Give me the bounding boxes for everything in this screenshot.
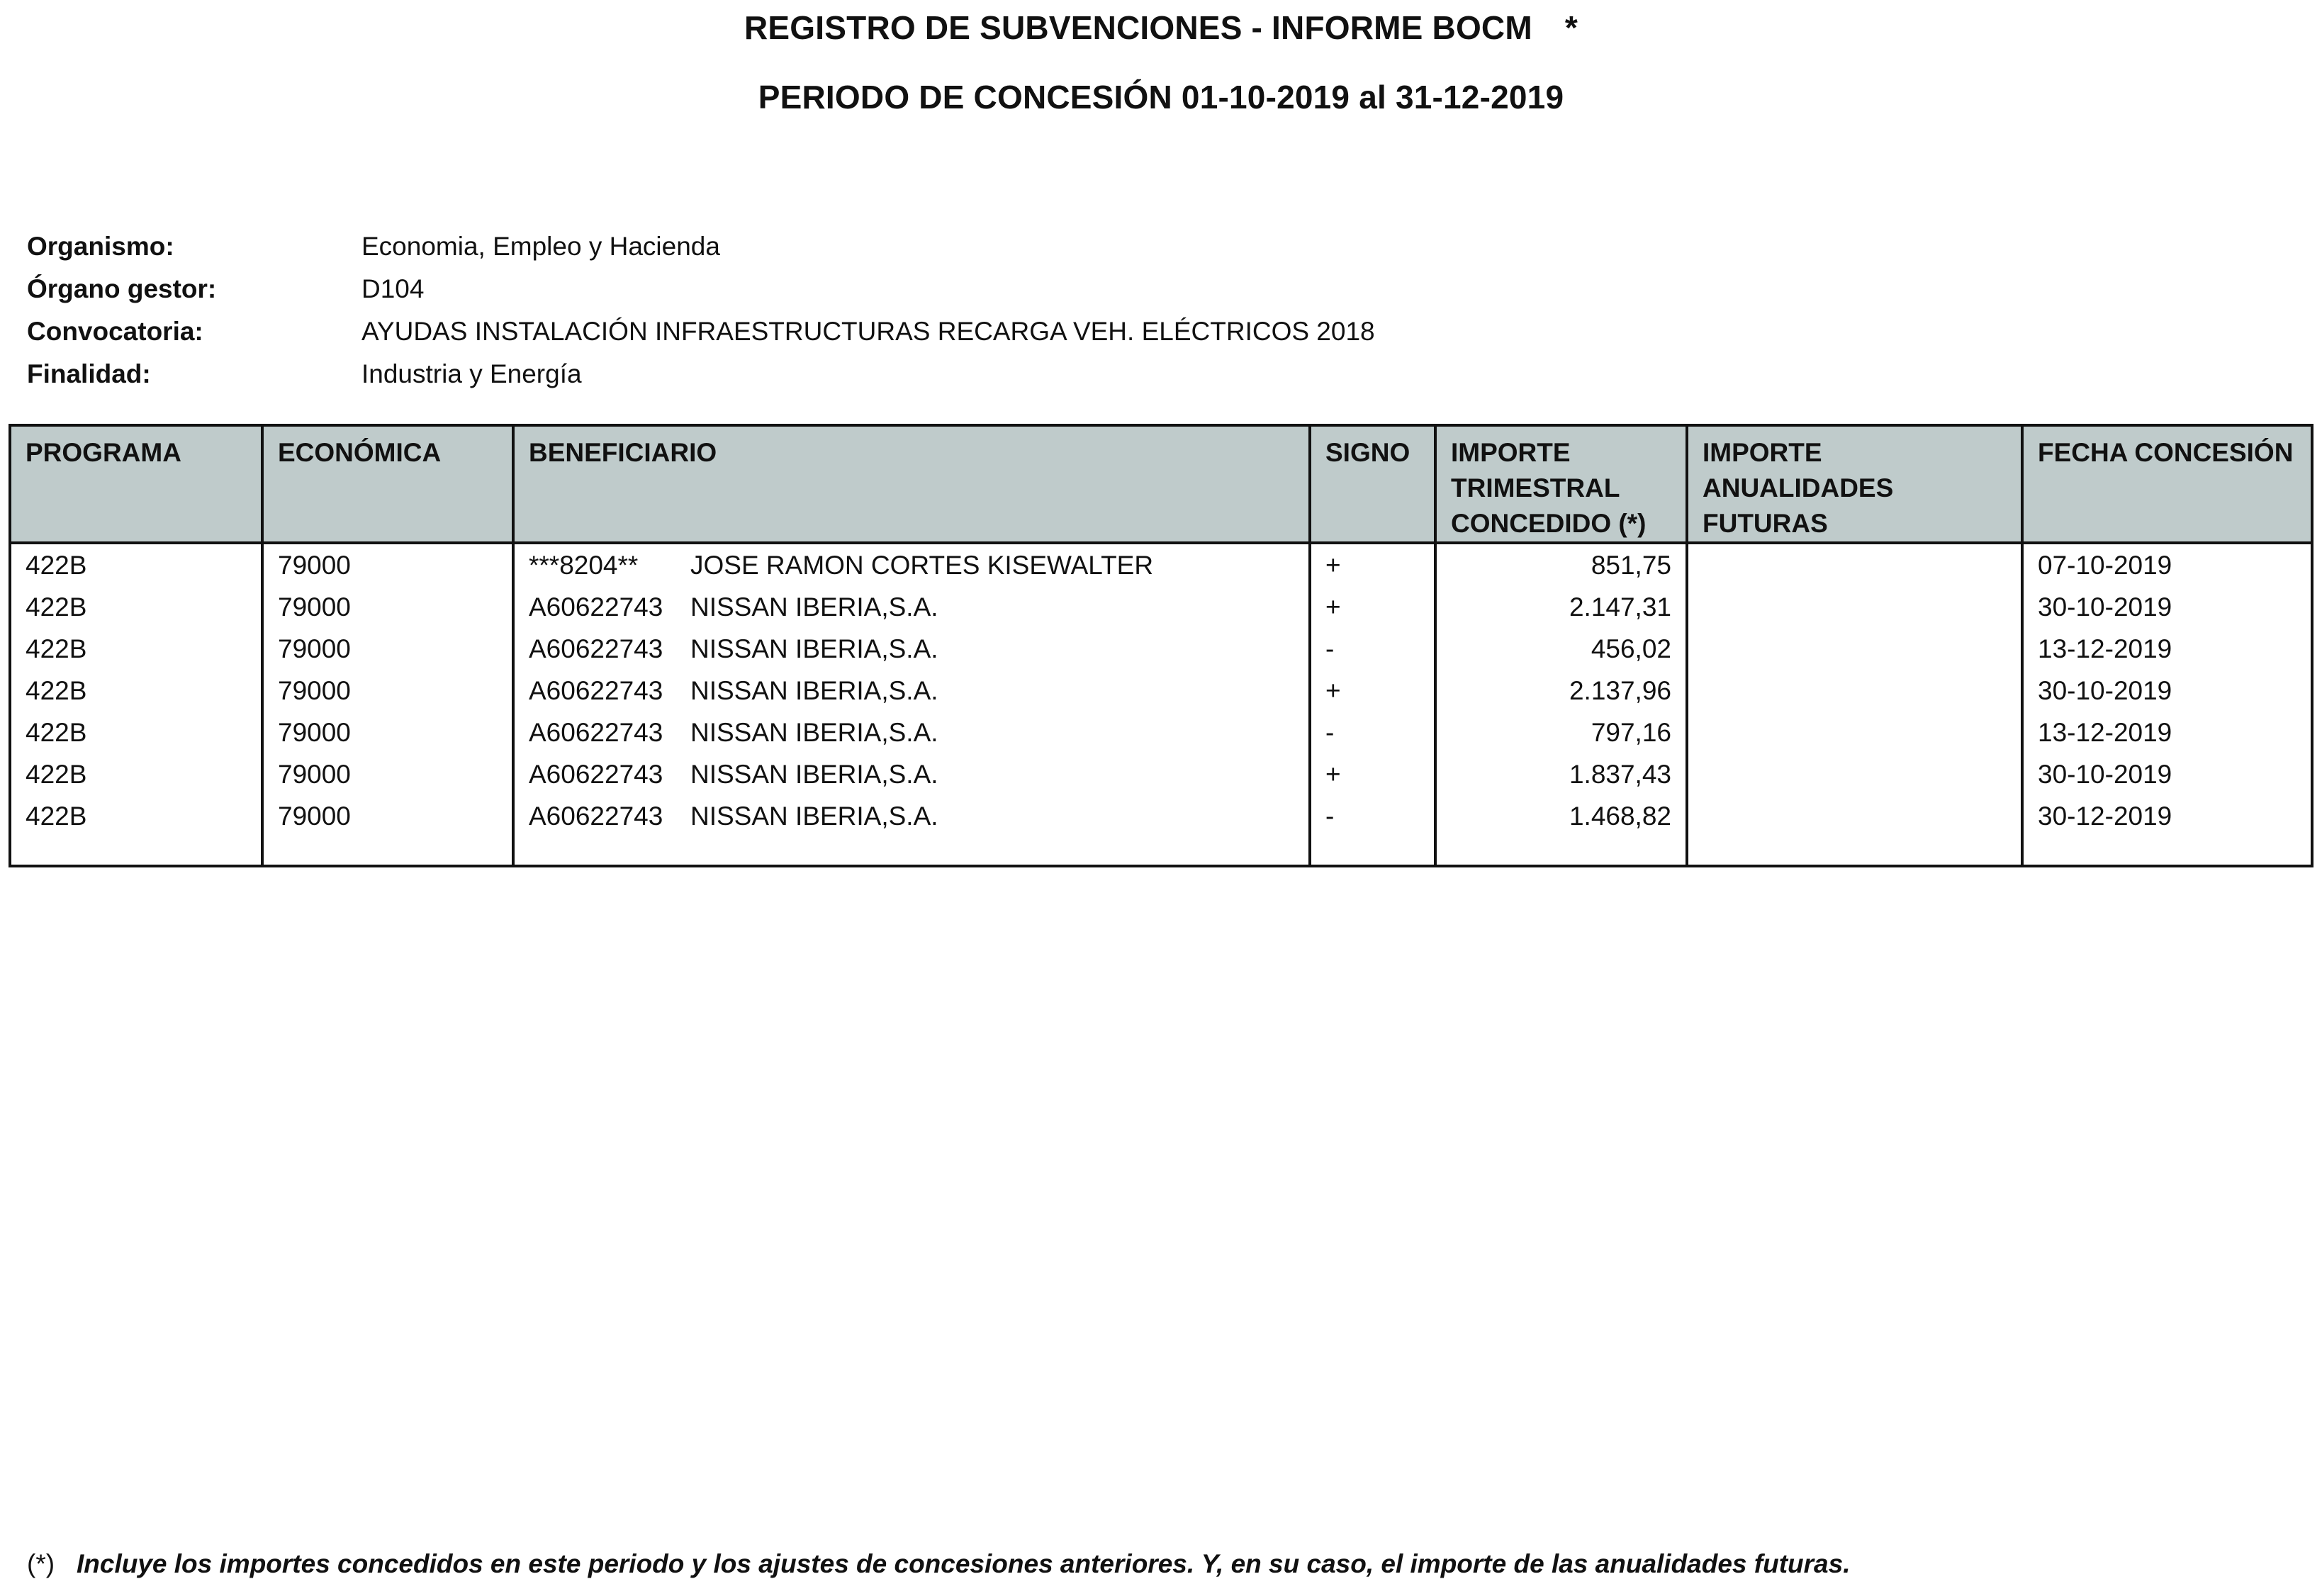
- cell-fecha: 30-10-2019: [2038, 676, 2172, 705]
- header-line: SIGNO: [1325, 438, 1410, 467]
- cell-signo: +: [1310, 543, 1435, 586]
- cell-signo: -: [1310, 628, 1435, 670]
- filler-cell: [11, 837, 262, 865]
- cell-fecha: 13-12-2019: [2038, 718, 2172, 747]
- cell-signo: -: [1310, 795, 1435, 837]
- beneficiario-nombre: NISSAN IBERIA,S.A.: [690, 760, 938, 789]
- beneficiario-nombre: NISSAN IBERIA,S.A.: [690, 802, 938, 831]
- col-header-signo: [1310, 427, 1435, 543]
- cell-economica: 79000: [262, 795, 513, 837]
- cell-signo: +: [1310, 670, 1435, 712]
- table-row: [11, 795, 2311, 837]
- cell-fecha: 13-12-2019: [2038, 634, 2172, 663]
- header-line: ANUALIDADES: [1703, 473, 1894, 502]
- cell-economica: 79000: [262, 712, 513, 753]
- cell-beneficiario: [513, 753, 1310, 795]
- cell-importe-anualidades: [1687, 586, 2022, 628]
- cell-importe-trimestral: 851,75: [1435, 543, 1687, 586]
- footnote-mark: (*): [27, 1549, 55, 1578]
- cell-economica: 79000: [262, 670, 513, 712]
- beneficiario-id: A60622743: [529, 634, 663, 663]
- cell-importe-trimestral: 2.137,96: [1435, 670, 1687, 712]
- cell-signo: +: [1310, 753, 1435, 795]
- header-line: IMPORTE: [1451, 438, 1571, 467]
- col-header-fecha-concesion: [2022, 427, 2311, 543]
- cell-beneficiario: [513, 712, 1310, 753]
- table-row: [11, 543, 2311, 586]
- header-line: FECHA CONCESIÓN: [2038, 438, 2294, 467]
- cell-beneficiario: [513, 670, 1310, 712]
- filler-cell: [513, 837, 1310, 865]
- cell-importe-trimestral: 456,02: [1435, 628, 1687, 670]
- col-header-importe-trimestral: [1435, 427, 1687, 543]
- cell-beneficiario: [513, 543, 1310, 586]
- table-row: [11, 628, 2311, 670]
- beneficiario-id: A60622743: [529, 676, 663, 705]
- footnote-text: Incluye los importes concedidos en este periodo y los ajustes de concesiones anteriores. Y, en su caso, el importe de las anualidades futuras.: [77, 1549, 1851, 1578]
- table-row: [11, 586, 2311, 628]
- beneficiario-id: A60622743: [529, 802, 663, 831]
- beneficiario-id: A60622743: [529, 718, 663, 747]
- cell-importe-anualidades: [1687, 712, 2022, 753]
- meta-block: [27, 225, 1375, 395]
- table-filler-row: [11, 837, 2311, 865]
- col-header-programa: [11, 427, 262, 543]
- cell-programa: 422B: [11, 543, 262, 586]
- cell-economica: 79000: [262, 753, 513, 795]
- grants-table-frame: [9, 424, 2313, 867]
- beneficiario-nombre: NISSAN IBERIA,S.A.: [690, 592, 938, 622]
- cell-importe-anualidades: [1687, 628, 2022, 670]
- cell-programa: 422B: [11, 628, 262, 670]
- beneficiario-nombre: NISSAN IBERIA,S.A.: [690, 718, 938, 747]
- cell-economica: 79000: [262, 543, 513, 586]
- cell-programa: 422B: [11, 586, 262, 628]
- meta-label: Órgano gestor:: [27, 274, 217, 303]
- beneficiario-id: A60622743: [529, 760, 663, 789]
- meta-row-finalidad: [27, 353, 1375, 395]
- cell-economica: 79000: [262, 586, 513, 628]
- meta-row-organismo: [27, 225, 1375, 268]
- filler-cell: [262, 837, 513, 865]
- col-header-economica: [262, 427, 513, 543]
- report-title: [0, 9, 2322, 47]
- report-title-text: REGISTRO DE SUBVENCIONES - INFORME BOCM: [744, 9, 1532, 46]
- meta-label: Finalidad:: [27, 359, 151, 388]
- cell-importe-trimestral: 2.147,31: [1435, 586, 1687, 628]
- cell-programa: 422B: [11, 753, 262, 795]
- header-line: IMPORTE: [1703, 438, 1822, 467]
- header-line: FUTURAS: [1703, 509, 1828, 538]
- col-header-importe-anualidades: [1687, 427, 2022, 543]
- header-line: BENEFICIARIO: [529, 438, 717, 467]
- header-line: ECONÓMICA: [278, 438, 442, 467]
- beneficiario-id: ***8204**: [529, 551, 639, 580]
- cell-importe-anualidades: [1687, 795, 2022, 837]
- meta-label: Convocatoria:: [27, 317, 203, 346]
- grants-table: [11, 427, 2311, 865]
- filler-cell: [2022, 837, 2311, 865]
- cell-beneficiario: [513, 795, 1310, 837]
- table-row: [11, 753, 2311, 795]
- meta-row-convocatoria: [27, 310, 1375, 353]
- cell-signo: +: [1310, 586, 1435, 628]
- meta-row-organo-gestor: [27, 268, 1375, 310]
- cell-programa: 422B: [11, 795, 262, 837]
- cell-signo: -: [1310, 712, 1435, 753]
- filler-cell: [1435, 837, 1687, 865]
- cell-fecha: 07-10-2019: [2038, 551, 2172, 580]
- cell-economica: 79000: [262, 628, 513, 670]
- col-header-beneficiario: [513, 427, 1310, 543]
- table-row: [11, 712, 2311, 753]
- cell-importe-trimestral: 1.837,43: [1435, 753, 1687, 795]
- meta-value: Industria y Energía: [361, 359, 582, 388]
- beneficiario-nombre: NISSAN IBERIA,S.A.: [690, 634, 938, 663]
- header-line: CONCEDIDO (*): [1451, 509, 1647, 538]
- beneficiario-id: A60622743: [529, 592, 663, 622]
- beneficiario-nombre: NISSAN IBERIA,S.A.: [690, 676, 938, 705]
- meta-value: D104: [361, 274, 425, 303]
- meta-value: AYUDAS INSTALACIÓN INFRAESTRUCTURAS RECARGA VEH. ELÉCTRICOS 2018: [361, 317, 1375, 346]
- report-title-mark: *: [1564, 9, 1578, 46]
- meta-label: Organismo:: [27, 232, 174, 261]
- filler-cell: [1687, 837, 2022, 865]
- cell-fecha: 30-12-2019: [2038, 802, 2172, 831]
- cell-importe-anualidades: [1687, 543, 2022, 586]
- header-line: TRIMESTRAL: [1451, 473, 1620, 502]
- table-header-row: [11, 427, 2311, 543]
- cell-importe-trimestral: 797,16: [1435, 712, 1687, 753]
- beneficiario-nombre: JOSE RAMON CORTES KISEWALTER: [690, 551, 1154, 580]
- header-line: PROGRAMA: [26, 438, 181, 467]
- cell-importe-anualidades: [1687, 753, 2022, 795]
- footnote: [27, 1549, 1850, 1579]
- cell-beneficiario: [513, 586, 1310, 628]
- cell-fecha: 30-10-2019: [2038, 592, 2172, 622]
- cell-programa: 422B: [11, 712, 262, 753]
- report-period: PERIODO DE CONCESIÓN 01-10-2019 al 31-12-2019: [758, 79, 1564, 116]
- cell-beneficiario: [513, 628, 1310, 670]
- cell-programa: 422B: [11, 670, 262, 712]
- meta-value: Economia, Empleo y Hacienda: [361, 232, 720, 261]
- cell-fecha: 30-10-2019: [2038, 760, 2172, 789]
- cell-importe-anualidades: [1687, 670, 2022, 712]
- filler-cell: [1310, 837, 1435, 865]
- table-row: [11, 670, 2311, 712]
- cell-importe-trimestral: 1.468,82: [1435, 795, 1687, 837]
